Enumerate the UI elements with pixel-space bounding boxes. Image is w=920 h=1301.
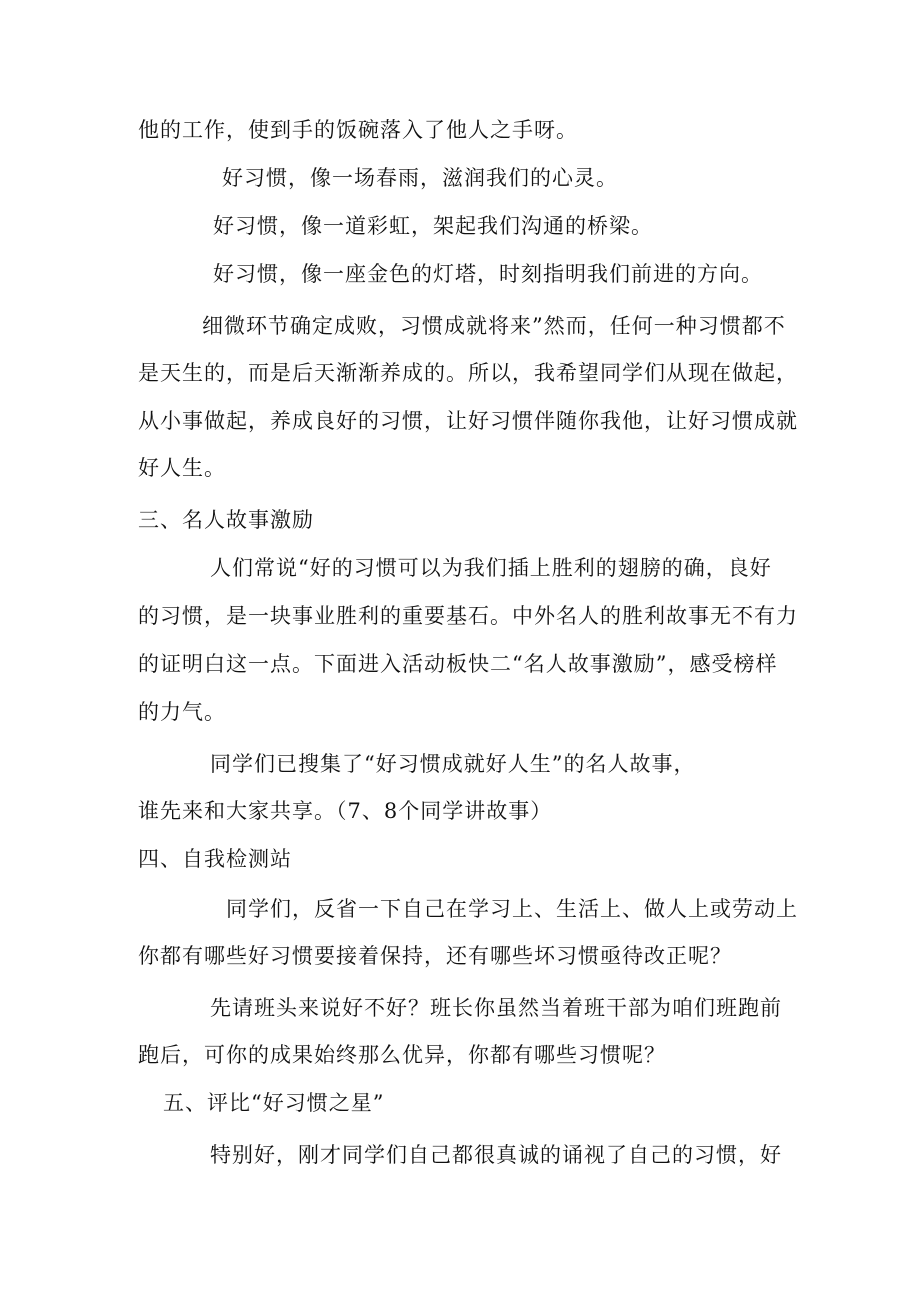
paragraph-line: 从小事做起，养成良好的习惯，让好习惯伴随你我他，让好习惯成就 [138, 409, 798, 433]
paragraph-line: 的力气。 [138, 700, 226, 724]
paragraph-line: 的证明白这一点。下面进入活动板快二“名人故事激励”，感受榜样 [138, 652, 778, 676]
section-heading: 四、自我检测站 [138, 847, 292, 871]
section-heading: 五、评比“好习惯之星” [163, 1091, 385, 1115]
paragraph-line: 同学们已搜集了“好习惯成就好人生”的名人故事， [210, 752, 696, 776]
section-heading: 三、名人故事激励 [138, 508, 314, 532]
paragraph-line: 他的工作，使到手的饭碗落入了他人之手呀。 [138, 118, 578, 142]
paragraph-line: 好习惯，像一道彩虹，架起我们沟通的桥梁。 [213, 214, 653, 238]
paragraph-line: 同学们，反省一下自己在学习上、生活上、做人上或劳动上 [226, 897, 798, 921]
paragraph-line: 你都有哪些好习惯要接着保持，还有哪些坏习惯亟待改正呢？ [138, 944, 732, 968]
paragraph-line: 细微环节确定成败，习惯成就将来”然而，任何一种习惯都不 [202, 314, 786, 338]
paragraph-line: 好人生。 [138, 456, 226, 480]
paragraph-line: 好习惯，像一场春雨，滋润我们的心灵。 [222, 166, 618, 190]
paragraph-line: 谁先来和大家共享。（7、8个同学讲故事） [138, 799, 553, 823]
paragraph-line: 人们常说“好的习惯可以为我们插上胜利的翅膀的确，良好 [210, 556, 772, 580]
paragraph-line: 先请班头来说好不好？班长你虽然当着班干部为咱们班跑前 [210, 996, 782, 1020]
paragraph-line: 是天生的，而是后天渐渐养成的。所以，我希望同学们从现在做起， [138, 361, 798, 385]
paragraph-line: 特别好，刚才同学们自己都很真诚的诵视了自己的习惯，好 [210, 1143, 782, 1167]
paragraph-line: 的习惯，是一块事业胜利的重要基石。中外名人的胜利故事无不有力 [138, 604, 798, 628]
paragraph-line: 好习惯，像一座金色的灯塔，时刻指明我们前进的方向。 [213, 262, 763, 286]
paragraph-line: 跑后，可你的成果始终那么优异，你都有哪些习惯呢？ [138, 1043, 666, 1067]
